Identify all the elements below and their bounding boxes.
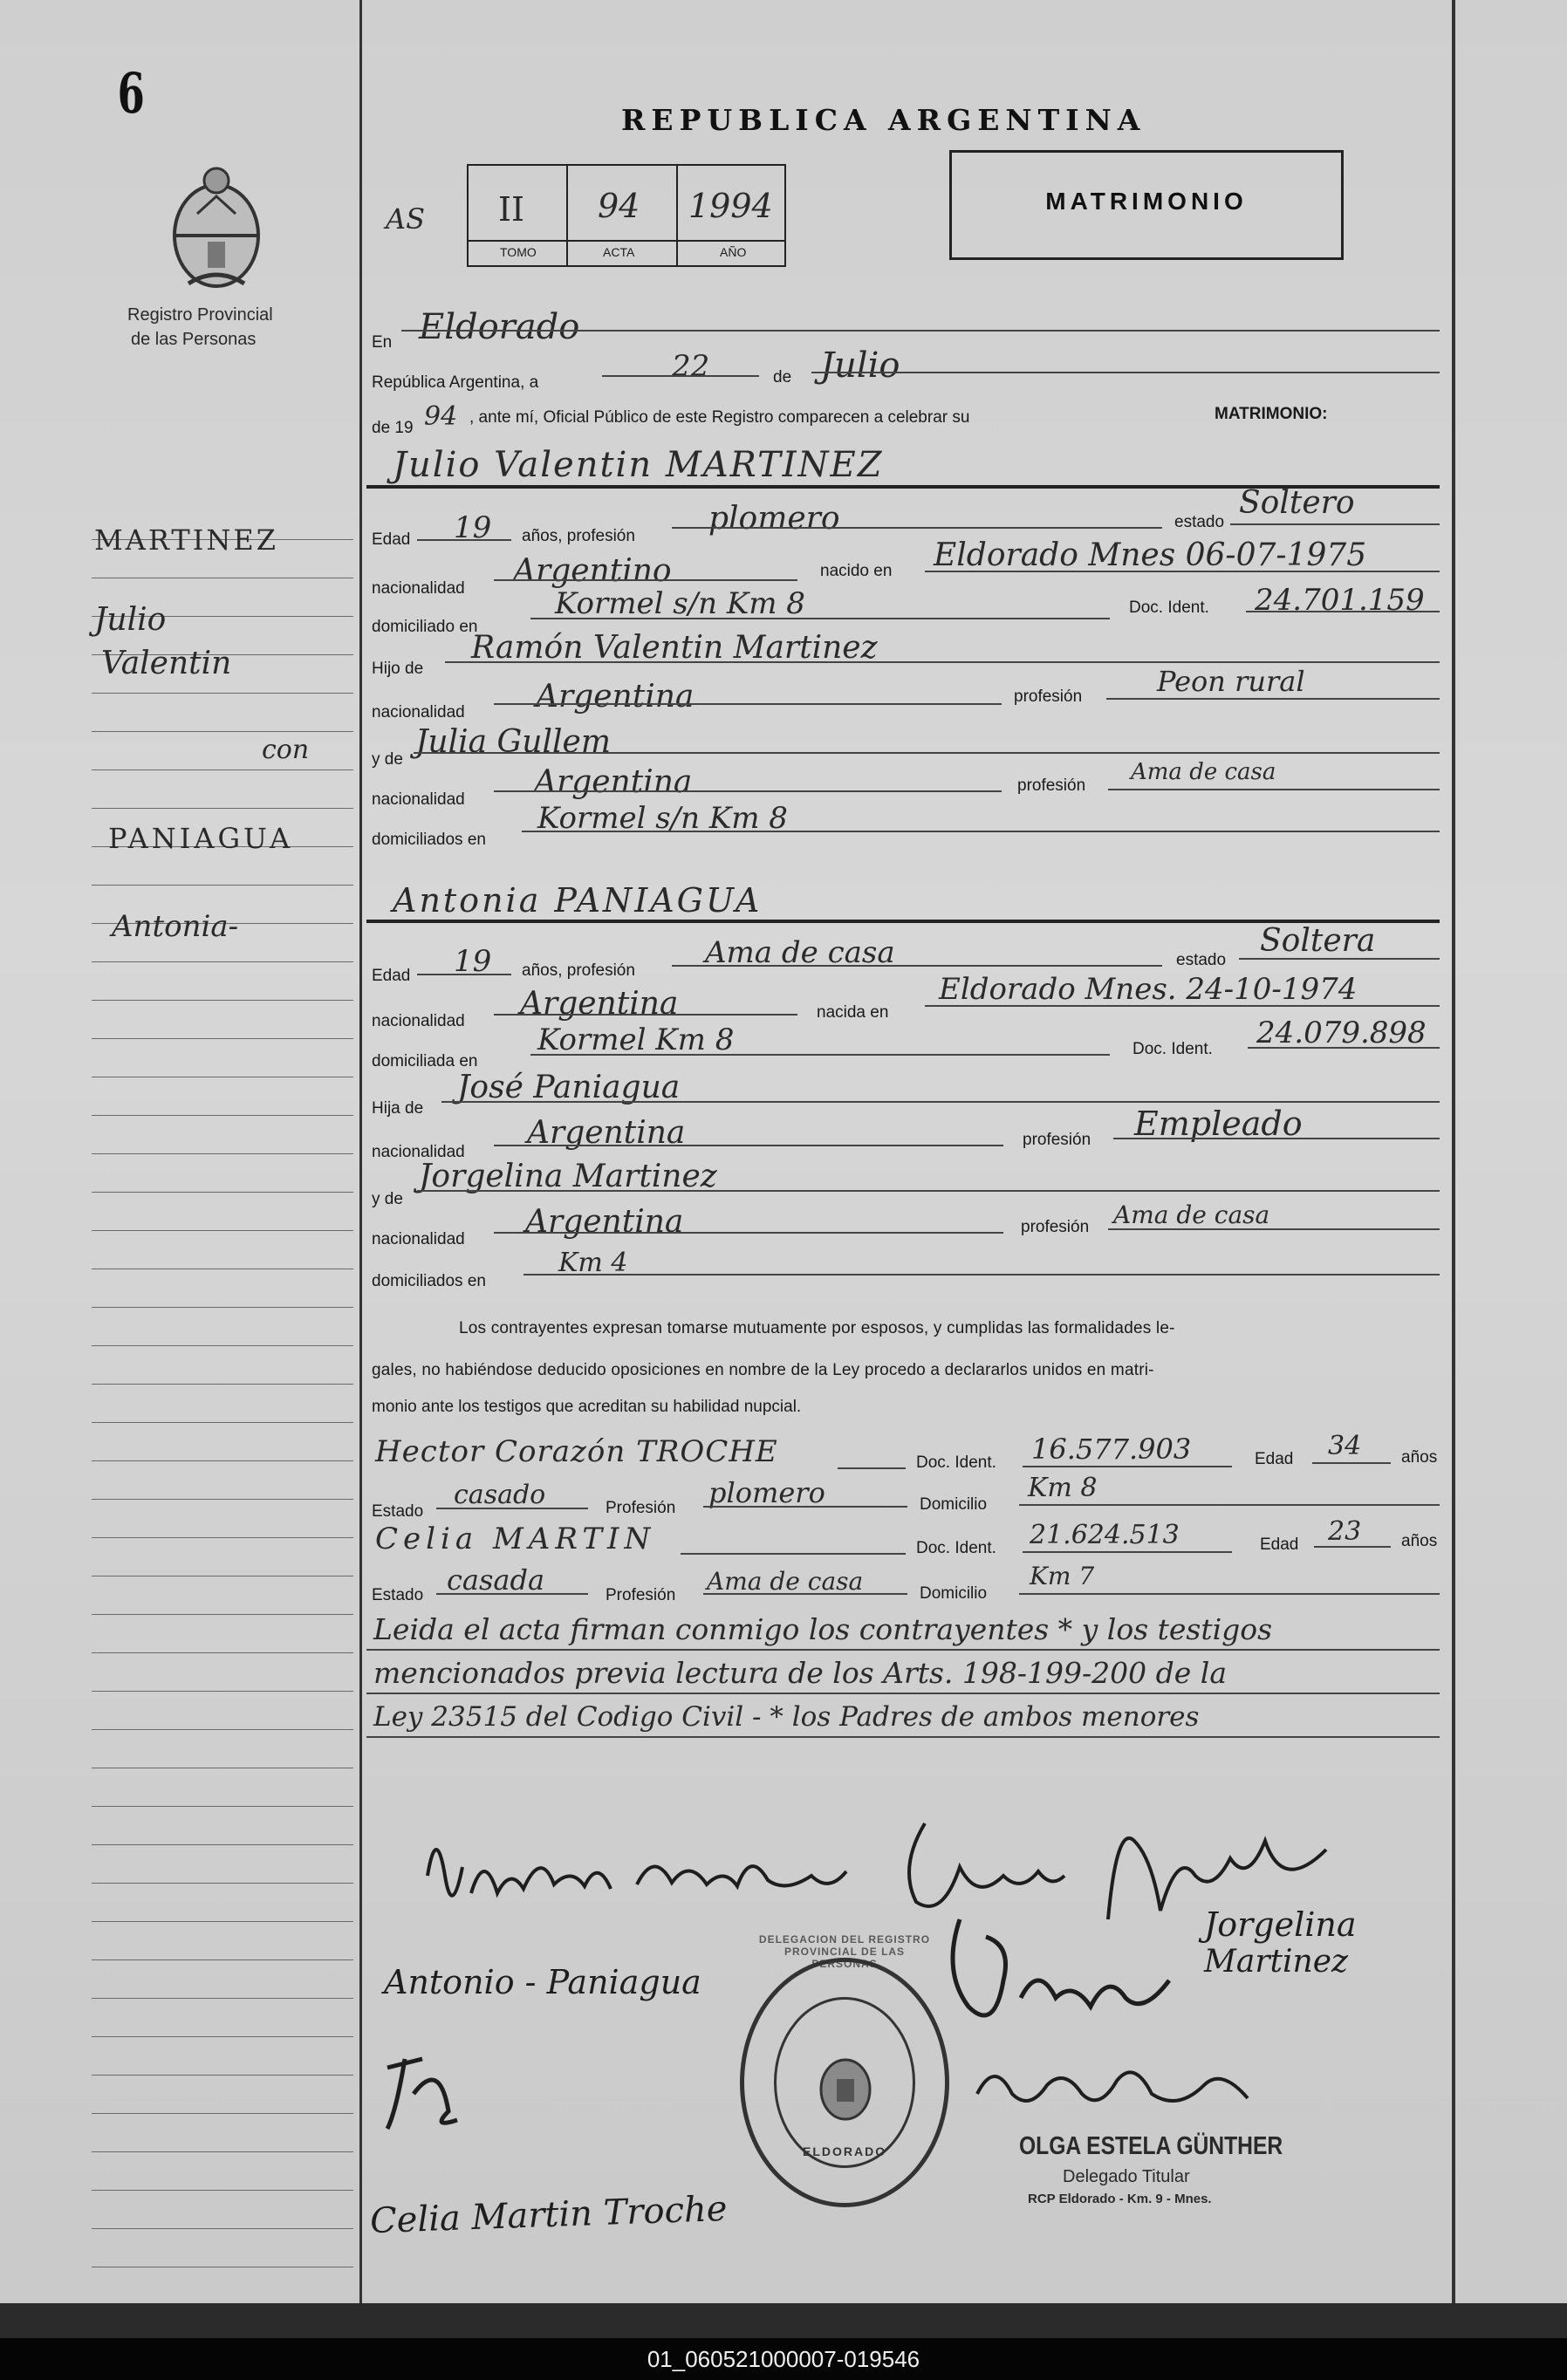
groom-hijo-label: Hijo de bbox=[372, 660, 424, 678]
witness2-doc: 21.624.513 bbox=[1030, 1520, 1180, 1550]
act-type-box bbox=[949, 150, 1344, 260]
witness2-anos-label: años bbox=[1401, 1532, 1438, 1550]
seal-emblem-icon bbox=[814, 2053, 877, 2123]
bride-yde-label: y de bbox=[372, 1190, 403, 1208]
margin-groom-surname: MARTINEZ bbox=[94, 523, 278, 557]
witness1-edad-label: Edad bbox=[1255, 1450, 1294, 1468]
bride-mother: Jorgelina Martinez bbox=[419, 1159, 717, 1194]
bride-estado-label: estado bbox=[1176, 951, 1227, 969]
tomo-acta-ano-table bbox=[467, 164, 786, 267]
seal-ring-text: DELEGACION DEL REGISTRO PROVINCIAL DE LAS PERSONAS bbox=[758, 1933, 931, 1970]
witness2-estado: casada bbox=[447, 1563, 545, 1597]
groom-dom-label: domiciliado en bbox=[372, 618, 478, 636]
witness2-prof-label: Profesión bbox=[606, 1586, 676, 1604]
en-label: En bbox=[372, 333, 393, 352]
ano-value: 1994 bbox=[688, 187, 773, 225]
witness1-prof-label: Profesión bbox=[606, 1499, 676, 1517]
witness2-edad-label: Edad bbox=[1260, 1535, 1299, 1554]
month-value: Julio bbox=[820, 345, 900, 386]
intro-bold: MATRIMONIO: bbox=[1215, 405, 1328, 423]
groom-birth: Eldorado Mnes 06-07-1975 bbox=[934, 537, 1367, 573]
signature-paniagua bbox=[925, 1902, 1204, 2041]
registry-prefix: AS bbox=[386, 202, 426, 236]
act-type-label: MATRIMONIO bbox=[1045, 188, 1248, 215]
groom-anos-prof-label: años, profesión bbox=[522, 527, 635, 545]
groom-age: 19 bbox=[454, 510, 492, 545]
witness2-domicile: Km 7 bbox=[1030, 1562, 1095, 1590]
groom-father-prof-label: profesión bbox=[1014, 687, 1083, 706]
coat-of-arms-icon bbox=[162, 161, 270, 292]
witness2-name: Celia MARTIN bbox=[375, 1522, 656, 1556]
bride-mother-nat-label: nacionalidad bbox=[372, 1230, 465, 1248]
groom-doc-label: Doc. Ident. bbox=[1129, 598, 1209, 617]
witness1-name: Hector Corazón TROCHE bbox=[375, 1434, 778, 1469]
registry-name-line1: Registro Provincial bbox=[127, 305, 273, 325]
witness2-age: 23 bbox=[1328, 1516, 1362, 1547]
bride-nacida-label: nacida en bbox=[817, 1003, 889, 1022]
bride-father-prof-label: profesión bbox=[1023, 1131, 1091, 1149]
witness1-dom-label: Domicilio bbox=[920, 1495, 988, 1514]
groom-nacido-label: nacido en bbox=[820, 562, 893, 580]
declaration-line3: monio ante los testigos que acreditan su habilidad nupcial. bbox=[372, 1398, 802, 1416]
de-label: de bbox=[773, 368, 792, 386]
groom-domicile: Kormel s/n Km 8 bbox=[555, 586, 805, 621]
groom-parents-dom: Kormel s/n Km 8 bbox=[537, 801, 788, 836]
groom-yde-label: y de bbox=[372, 750, 403, 769]
witness1-age: 34 bbox=[1328, 1431, 1362, 1461]
bride-father: José Paniagua bbox=[457, 1070, 681, 1105]
declaration-line2: gales, no habiéndose deducido oposiciones en nombre de la Ley procedo a declararlos unidos en matri- bbox=[372, 1361, 1154, 1379]
groom-father-nat-label: nacionalidad bbox=[372, 703, 465, 722]
intro-text: , ante mí, Oficial Público de este Registro comparecen a celebrar su bbox=[469, 408, 970, 427]
bride-edad-label: Edad bbox=[372, 967, 411, 985]
tomo-value: II bbox=[498, 190, 525, 229]
groom-father-prof: Peon rural bbox=[1157, 665, 1305, 698]
official-office: RCP Eldorado - Km. 9 - Mnes. bbox=[1028, 2192, 1212, 2206]
bride-mother-nat: Argentina bbox=[525, 1204, 684, 1240]
witness1-profession: plomero bbox=[708, 1476, 825, 1509]
country-title: REPUBLICA ARGENTINA bbox=[621, 103, 1146, 137]
image-id-footer: 01_060521000007-019546 bbox=[0, 2338, 1567, 2380]
bride-dom-label: domiciliada en bbox=[372, 1052, 478, 1070]
witness2-estado-label: Estado bbox=[372, 1586, 424, 1604]
year-suffix: 94 bbox=[424, 401, 458, 432]
year-prefix: de 19 bbox=[372, 419, 414, 437]
signature-celia: Celia Martin Troche bbox=[369, 2188, 729, 2242]
notes-line1: Leida el acta firman conmigo los contrayentes * y los testigos bbox=[373, 1612, 1273, 1646]
groom-mother-prof: Ama de casa bbox=[1131, 759, 1276, 785]
groom-mother-nat-label: nacionalidad bbox=[372, 790, 465, 809]
bride-hija-label: Hija de bbox=[372, 1099, 424, 1118]
acta-label: ACTA bbox=[603, 245, 635, 259]
right-border-line bbox=[1452, 0, 1455, 2303]
scan-bottom-edge bbox=[0, 2303, 1567, 2338]
day-value: 22 bbox=[672, 349, 710, 384]
bride-name: Antonia PANIAGUA bbox=[393, 881, 763, 920]
witness2-profession: Ama de casa bbox=[707, 1567, 864, 1596]
groom-edad-label: Edad bbox=[372, 530, 411, 549]
groom-estado-label: estado bbox=[1174, 513, 1225, 531]
groom-estado: Soltero bbox=[1239, 485, 1355, 521]
tomo-label: TOMO bbox=[500, 245, 537, 259]
witness1-domicile: Km 8 bbox=[1028, 1473, 1098, 1503]
declaration-line1: Los contrayentes expresan tomarse mutuamente por esposos, y cumplidas las formalidades le- bbox=[459, 1319, 1175, 1337]
notes-line3: Ley 23515 del Codigo Civil - * los Padres de ambos menores bbox=[373, 1701, 1200, 1733]
bride-parents-dom: Km 4 bbox=[558, 1248, 628, 1278]
groom-doc: 24.701.159 bbox=[1255, 583, 1425, 618]
margin-bride-surname: PANIAGUA bbox=[108, 822, 294, 855]
notes-line2: mencionados previa lectura de los Arts. 198-199-200 de la bbox=[373, 1656, 1228, 1690]
groom-mother-nat: Argentina bbox=[534, 764, 693, 800]
signature-jorgelina-a: Jorgelina bbox=[1204, 1905, 1357, 1944]
groom-doms-label: domiciliados en bbox=[372, 831, 486, 849]
signature-official bbox=[968, 2033, 1265, 2129]
bride-age: 19 bbox=[454, 944, 492, 979]
bride-doms-label: domiciliados en bbox=[372, 1272, 486, 1290]
acta-value: 94 bbox=[598, 187, 640, 225]
signature-jorgelina-b: Martinez bbox=[1204, 1944, 1348, 1980]
witness1-anos-label: años bbox=[1401, 1448, 1438, 1467]
witness1-estado: casado bbox=[454, 1480, 546, 1510]
bride-anos-prof-label: años, profesión bbox=[522, 961, 635, 980]
official-name: OLGA ESTELA GÜNTHER bbox=[1019, 2132, 1283, 2160]
bride-birth: Eldorado Mnes. 24-10-1974 bbox=[939, 972, 1358, 1007]
bride-father-prof: Empleado bbox=[1134, 1105, 1303, 1143]
groom-nationality: Argentino bbox=[513, 553, 672, 589]
groom-nac-label: nacionalidad bbox=[372, 579, 465, 598]
margin-groom-given1: Julio bbox=[94, 602, 167, 638]
place-value: Eldorado bbox=[419, 307, 580, 347]
bride-doc-label: Doc. Ident. bbox=[1132, 1040, 1213, 1058]
groom-mother: Julia Gullem bbox=[415, 724, 611, 760]
bride-mother-prof-label: profesión bbox=[1021, 1218, 1090, 1236]
margin-bride-given: Antonia- bbox=[112, 909, 239, 944]
witness2-doc-label: Doc. Ident. bbox=[916, 1539, 996, 1557]
groom-name: Julio Valentin MARTINEZ bbox=[393, 445, 884, 485]
bride-mother-prof: Ama de casa bbox=[1113, 1200, 1270, 1229]
page-number: 6 bbox=[117, 61, 145, 127]
seal-center-text: ELDORADO bbox=[803, 2144, 887, 2158]
signature-troche bbox=[370, 2041, 475, 2146]
witness1-estado-label: Estado bbox=[372, 1502, 424, 1521]
bride-nationality: Argentina bbox=[520, 986, 679, 1022]
signature-antonia: Antonio - Paniagua bbox=[384, 1963, 701, 2001]
official-seal bbox=[740, 1958, 949, 2207]
bride-nac-label: nacionalidad bbox=[372, 1012, 465, 1030]
ano-label: AÑO bbox=[720, 245, 747, 259]
bride-profession: Ama de casa bbox=[705, 935, 895, 970]
republica-label: República Argentina, a bbox=[372, 373, 539, 392]
margin-groom-given2: Valentin bbox=[101, 646, 232, 681]
groom-father-nat: Argentina bbox=[536, 679, 695, 715]
groom-father: Ramón Valentin Martinez bbox=[471, 630, 878, 666]
groom-mother-prof-label: profesión bbox=[1017, 776, 1086, 795]
official-title: Delegado Titular bbox=[1063, 2167, 1190, 2186]
witness1-doc: 16.577.903 bbox=[1031, 1433, 1192, 1466]
bride-estado: Soltera bbox=[1260, 923, 1376, 959]
witness1-doc-label: Doc. Ident. bbox=[916, 1453, 996, 1472]
bride-father-nat-label: nacionalidad bbox=[372, 1143, 465, 1161]
bride-doc: 24.079.898 bbox=[1256, 1016, 1427, 1050]
bride-domicile: Kormel Km 8 bbox=[537, 1022, 735, 1057]
groom-profession: plomero bbox=[708, 501, 840, 537]
registry-name-line2: de las Personas bbox=[131, 330, 257, 349]
bride-father-nat: Argentina bbox=[527, 1115, 686, 1151]
witness2-dom-label: Domicilio bbox=[920, 1584, 988, 1603]
margin-divider-line bbox=[359, 0, 362, 2303]
margin-con: con bbox=[262, 735, 310, 765]
